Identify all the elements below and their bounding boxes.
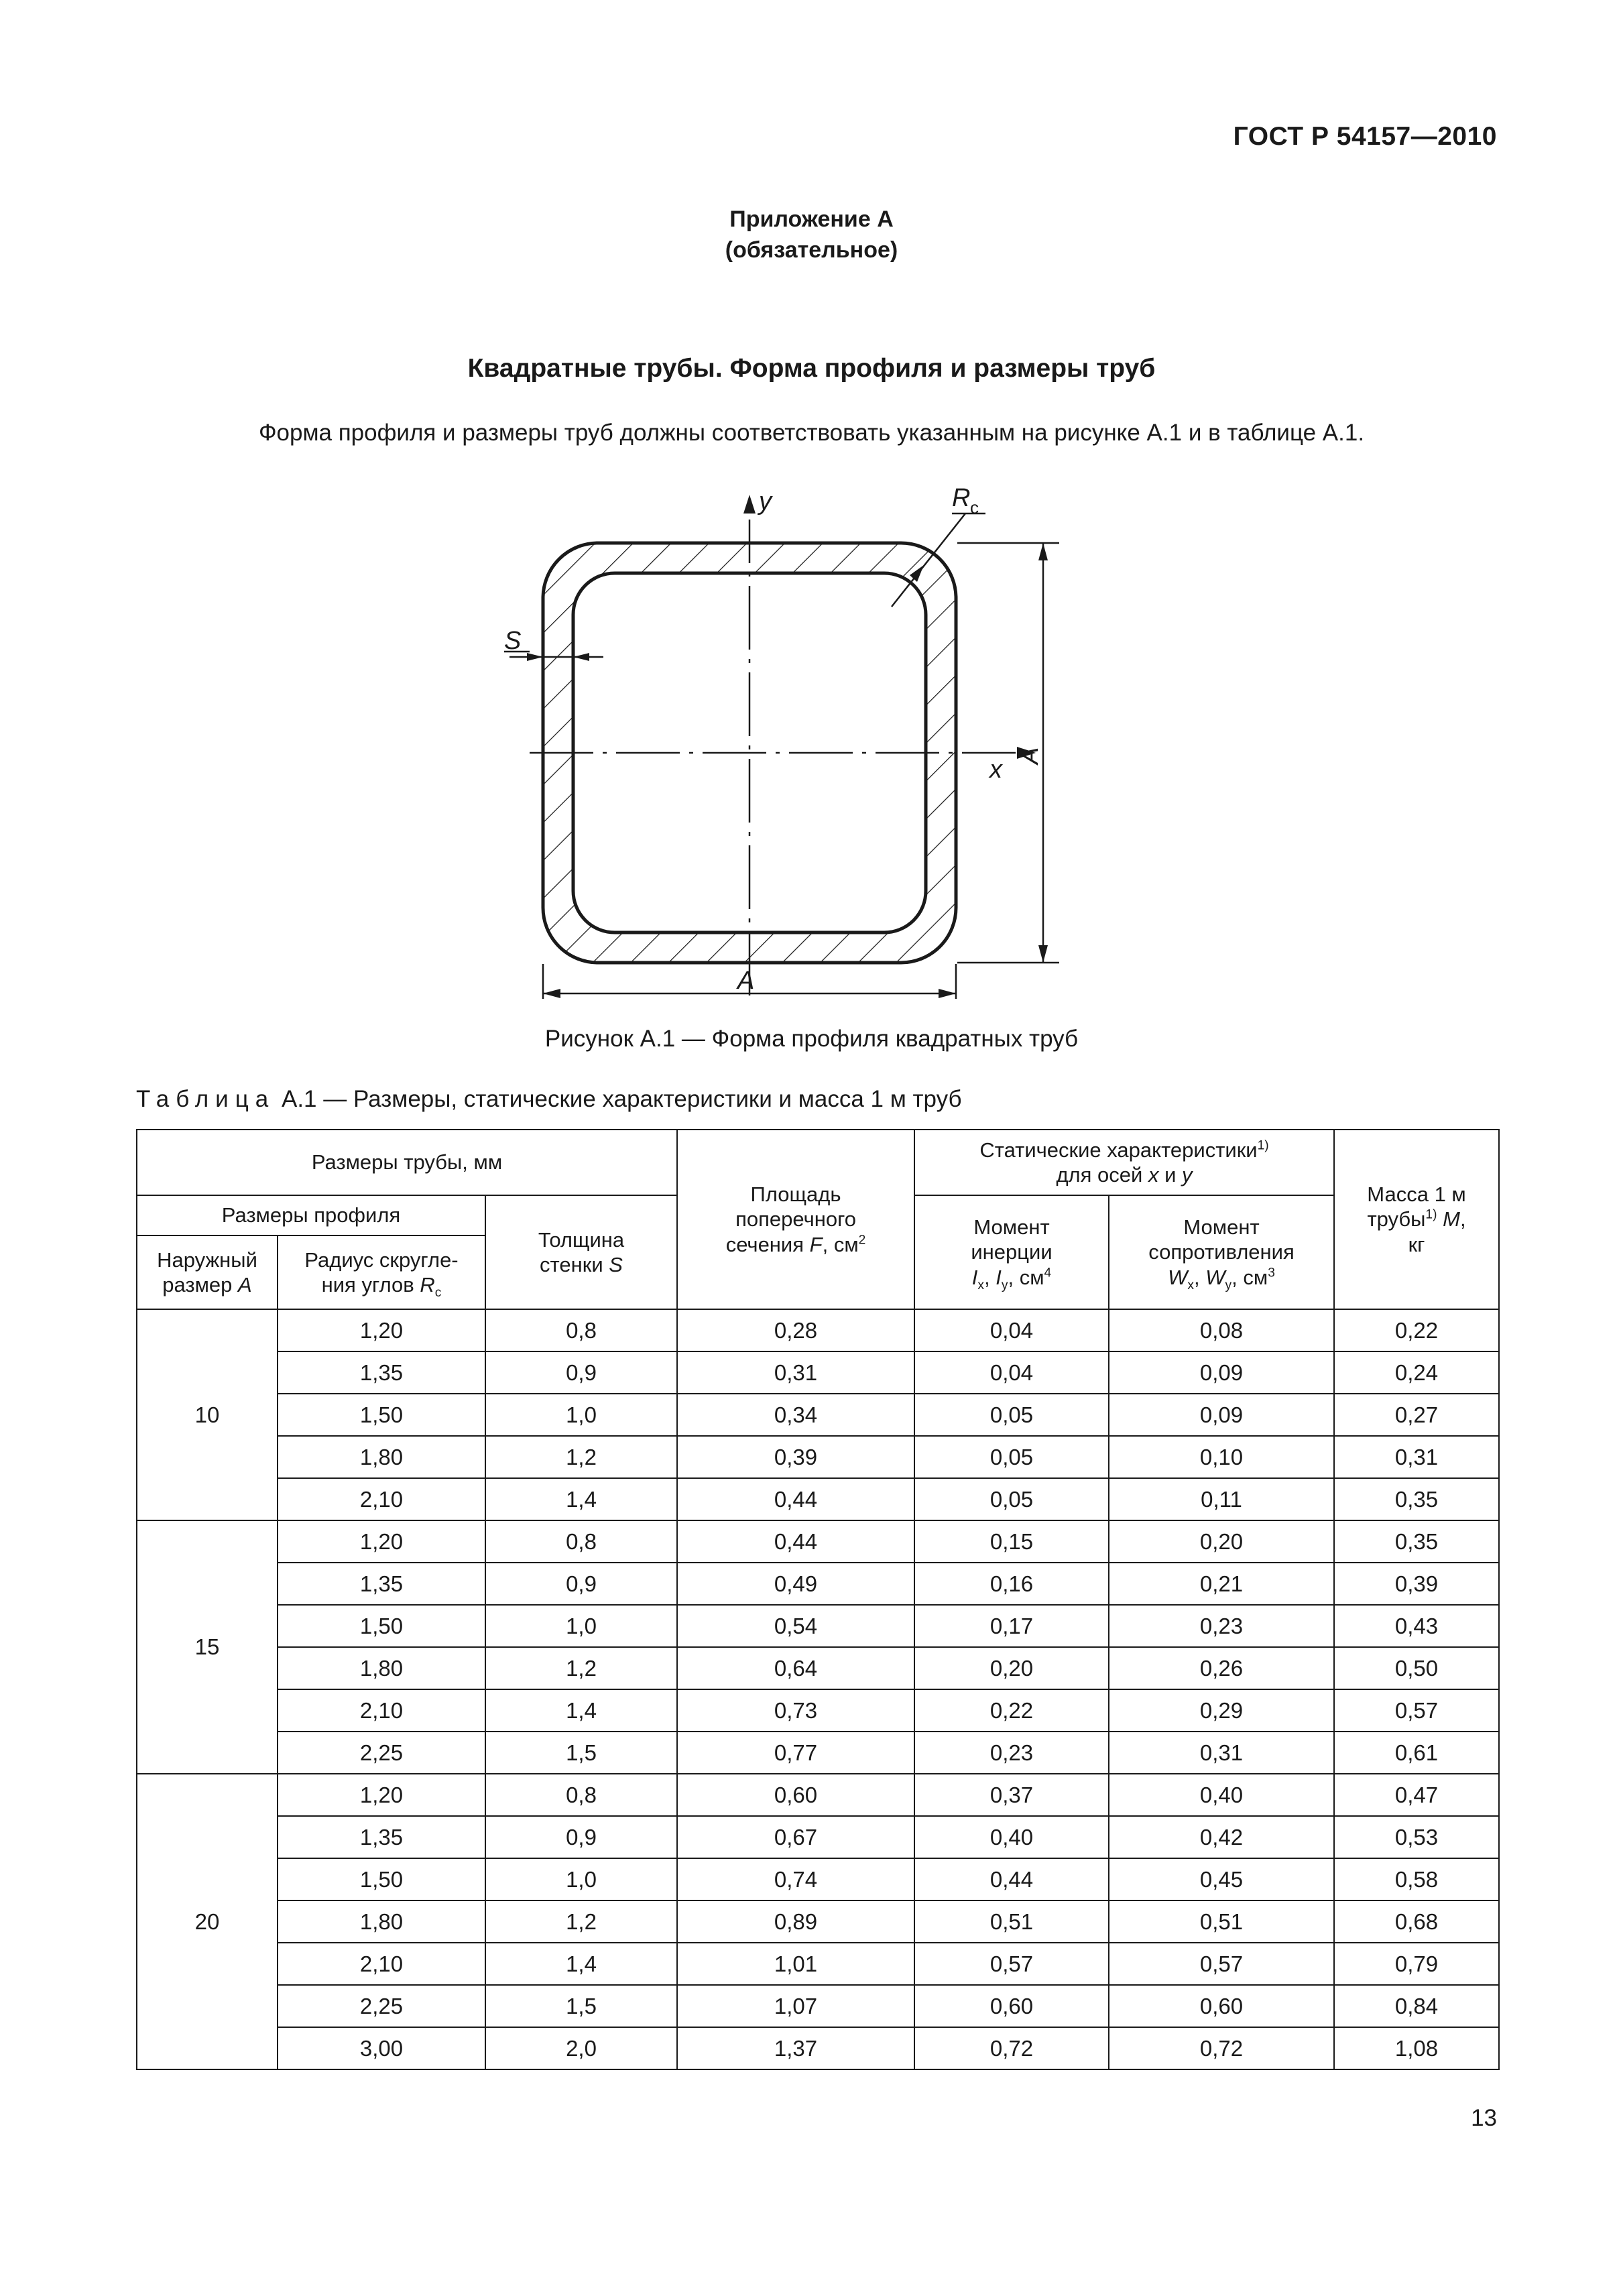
inertia-cell: 0,04: [914, 1351, 1109, 1394]
resistance-cell: 0,29: [1109, 1689, 1334, 1732]
dimensions-table: [136, 1129, 1500, 2070]
inertia-cell: 0,05: [914, 1436, 1109, 1478]
wall-cell: 1,5: [485, 1985, 677, 2027]
radius-cell: 1,20: [278, 1309, 485, 1351]
resistance-cell: 0,60: [1109, 1985, 1334, 2027]
area-cell: 0,67: [677, 1816, 914, 1858]
outer-size-cell: 20: [137, 1774, 278, 2069]
inertia-cell: 0,37: [914, 1774, 1109, 1816]
radius-cell: 1,50: [278, 1394, 485, 1436]
area-cell: 0,44: [677, 1478, 914, 1520]
radius-cell: 2,10: [278, 1689, 485, 1732]
mass-cell: 0,84: [1334, 1985, 1499, 2027]
resistance-cell: 0,72: [1109, 2027, 1334, 2069]
radius-cell: 1,50: [278, 1605, 485, 1647]
mass-cell: 0,39: [1334, 1563, 1499, 1605]
table-row: [137, 2027, 1499, 2069]
header-area: Площадь поперечного сечения F, $см^2$: [677, 1130, 914, 1309]
radius-cell: 2,10: [278, 1943, 485, 1985]
header-profile-sizes: Размеры профиля: [137, 1195, 485, 1235]
radius-cell: 2,25: [278, 1985, 485, 2027]
label-a-bottom: A: [737, 967, 755, 995]
wall-cell: 1,0: [485, 1394, 677, 1436]
resistance-cell: 0,20: [1109, 1520, 1334, 1563]
mass-cell: 0,57: [1334, 1689, 1499, 1732]
resistance-cell: 0,08: [1109, 1309, 1334, 1351]
inertia-cell: 0,15: [914, 1520, 1109, 1563]
section-title: Квадратные трубы. Форма профиля и размеры труб: [467, 354, 1156, 383]
inertia-cell: 0,22: [914, 1689, 1109, 1732]
label-x: x: [989, 756, 1002, 784]
radius-cell: 1,80: [278, 1647, 485, 1689]
appendix-subtitle: (обязательное): [725, 237, 898, 263]
area-cell: 0,31: [677, 1351, 914, 1394]
page-number: 13: [1471, 2105, 1497, 2131]
area-cell: 0,39: [677, 1436, 914, 1478]
area-cell: 0,74: [677, 1858, 914, 1900]
header-static: Статические характеристики$^{1)}$ для осей x и y: [914, 1130, 1334, 1195]
resistance-cell: 0,57: [1109, 1943, 1334, 1985]
resistance-cell: 0,45: [1109, 1858, 1334, 1900]
resistance-cell: 0,40: [1109, 1774, 1334, 1816]
header-inertia: Момент инерции $I_x$, $I_y$, $см^4$: [914, 1195, 1109, 1309]
radius-cell: 2,10: [278, 1478, 485, 1520]
radius-cell: 1,35: [278, 1563, 485, 1605]
wall-cell: 2,0: [485, 2027, 677, 2069]
resistance-cell: 0,21: [1109, 1563, 1334, 1605]
inertia-cell: 0,60: [914, 1985, 1109, 2027]
mass-cell: 0,68: [1334, 1900, 1499, 1943]
table-row: [137, 1520, 1499, 1563]
header-resistance: Момент сопротивления $W_x$, $W_y$, $см^3$: [1109, 1195, 1334, 1309]
inertia-cell: 0,16: [914, 1563, 1109, 1605]
wall-cell: 0,9: [485, 1563, 677, 1605]
radius-cell: 1,35: [278, 1351, 485, 1394]
wall-cell: 1,4: [485, 1689, 677, 1732]
inertia-cell: 0,57: [914, 1943, 1109, 1985]
label-y: y: [759, 487, 772, 516]
mass-cell: 0,27: [1334, 1394, 1499, 1436]
radius-cell: 2,25: [278, 1732, 485, 1774]
inertia-cell: 0,05: [914, 1394, 1109, 1436]
mass-cell: 0,43: [1334, 1605, 1499, 1647]
radius-cell: 1,20: [278, 1520, 485, 1563]
area-cell: 1,07: [677, 1985, 914, 2027]
mass-cell: 0,53: [1334, 1816, 1499, 1858]
area-cell: 0,60: [677, 1774, 914, 1816]
table-caption-text: А.1 — Размеры, статические характеристики и масса 1 м труб: [281, 1086, 962, 1112]
label-rc: R: [952, 484, 971, 512]
area-cell: 0,44: [677, 1520, 914, 1563]
label-s: S: [504, 627, 522, 655]
wall-cell: 1,4: [485, 1478, 677, 1520]
table-row: [137, 1816, 1499, 1858]
header-wall: Толщина стенки S: [485, 1195, 677, 1309]
wall-cell: 0,9: [485, 1351, 677, 1394]
mass-cell: 0,47: [1334, 1774, 1499, 1816]
area-cell: 0,77: [677, 1732, 914, 1774]
wall-cell: 0,8: [485, 1520, 677, 1563]
inertia-cell: 0,17: [914, 1605, 1109, 1647]
outer-size-cell: 10: [137, 1309, 278, 1520]
wall-cell: 1,4: [485, 1943, 677, 1985]
label-a-right: A: [1016, 747, 1044, 764]
profile-figure: [0, 0, 1623, 1026]
mass-cell: 0,22: [1334, 1309, 1499, 1351]
inertia-cell: 0,04: [914, 1309, 1109, 1351]
table-row: [137, 1436, 1499, 1478]
table-caption-prefix: Таблица: [136, 1086, 276, 1112]
figure-caption: Рисунок А.1 — Форма профиля квадратных труб: [544, 1026, 1079, 1052]
table-row: [137, 1605, 1499, 1647]
radius-cell: 1,80: [278, 1900, 485, 1943]
radius-cell: 1,80: [278, 1436, 485, 1478]
mass-cell: 0,31: [1334, 1436, 1499, 1478]
y-axis-arrow: [743, 495, 756, 513]
table-row: [137, 1689, 1499, 1732]
area-cell: 0,73: [677, 1689, 914, 1732]
wall-cell: 0,9: [485, 1816, 677, 1858]
mass-cell: 0,24: [1334, 1351, 1499, 1394]
mass-cell: 0,79: [1334, 1943, 1499, 1985]
intro-paragraph: Форма профиля и размеры труб должны соответствовать указанным на рисунке А.1 и в таблице А.1.: [258, 420, 1365, 446]
radius-cell: 1,20: [278, 1774, 485, 1816]
radius-cell: 1,35: [278, 1816, 485, 1858]
header-mass: Масса 1 м трубы$^{1)}$ M, кг: [1334, 1130, 1499, 1309]
header-outer-size: Наружный размер A: [137, 1235, 278, 1309]
table-row: [137, 1943, 1499, 1985]
table-row: [137, 1732, 1499, 1774]
resistance-cell: 0,09: [1109, 1394, 1334, 1436]
inertia-cell: 0,05: [914, 1478, 1109, 1520]
resistance-cell: 0,51: [1109, 1900, 1334, 1943]
area-cell: 0,28: [677, 1309, 914, 1351]
resistance-cell: 0,09: [1109, 1351, 1334, 1394]
wall-cell: 1,2: [485, 1436, 677, 1478]
standard-number: ГОСТ Р 54157—2010: [1233, 122, 1497, 151]
table-row: [137, 1900, 1499, 1943]
appendix-title: Приложение А: [729, 206, 894, 232]
wall-cell: 1,0: [485, 1605, 677, 1647]
mass-cell: 0,35: [1334, 1520, 1499, 1563]
resistance-cell: 0,42: [1109, 1816, 1334, 1858]
header-pipe-sizes: Размеры трубы, мм: [137, 1130, 677, 1195]
area-cell: 0,89: [677, 1900, 914, 1943]
table-row: [137, 1774, 1499, 1816]
radius-cell: 1,50: [278, 1858, 485, 1900]
inertia-cell: 0,40: [914, 1816, 1109, 1858]
table-caption: [136, 1086, 962, 1113]
resistance-cell: 0,11: [1109, 1478, 1334, 1520]
area-cell: 1,01: [677, 1943, 914, 1985]
header-radius: Радиус скругле- ния углов $R_c$: [278, 1235, 485, 1309]
resistance-cell: 0,23: [1109, 1605, 1334, 1647]
table-row: [137, 1394, 1499, 1436]
mass-cell: 0,35: [1334, 1478, 1499, 1520]
resistance-cell: 0,26: [1109, 1647, 1334, 1689]
wall-cell: 1,2: [485, 1900, 677, 1943]
area-cell: 1,37: [677, 2027, 914, 2069]
resistance-cell: 0,31: [1109, 1732, 1334, 1774]
area-cell: 0,64: [677, 1647, 914, 1689]
area-cell: 0,34: [677, 1394, 914, 1436]
outer-size-cell: 15: [137, 1520, 278, 1774]
mass-cell: 0,61: [1334, 1732, 1499, 1774]
table-row: [137, 1309, 1499, 1351]
inertia-cell: 0,72: [914, 2027, 1109, 2069]
table-row: [137, 1985, 1499, 2027]
resistance-cell: 0,10: [1109, 1436, 1334, 1478]
wall-cell: 0,8: [485, 1309, 677, 1351]
label-rc-sub: c: [970, 497, 979, 518]
radius-cell: 3,00: [278, 2027, 485, 2069]
table-row: [137, 1478, 1499, 1520]
inertia-cell: 0,44: [914, 1858, 1109, 1900]
area-cell: 0,49: [677, 1563, 914, 1605]
wall-cell: 1,2: [485, 1647, 677, 1689]
area-cell: 0,54: [677, 1605, 914, 1647]
table-row: [137, 1351, 1499, 1394]
inertia-cell: 0,23: [914, 1732, 1109, 1774]
table-row: [137, 1563, 1499, 1605]
wall-cell: 1,5: [485, 1732, 677, 1774]
wall-cell: 0,8: [485, 1774, 677, 1816]
mass-cell: 0,50: [1334, 1647, 1499, 1689]
mass-cell: 1,08: [1334, 2027, 1499, 2069]
table-row: [137, 1647, 1499, 1689]
inertia-cell: 0,20: [914, 1647, 1109, 1689]
inertia-cell: 0,51: [914, 1900, 1109, 1943]
mass-cell: 0,58: [1334, 1858, 1499, 1900]
table-row: [137, 1858, 1499, 1900]
wall-cell: 1,0: [485, 1858, 677, 1900]
